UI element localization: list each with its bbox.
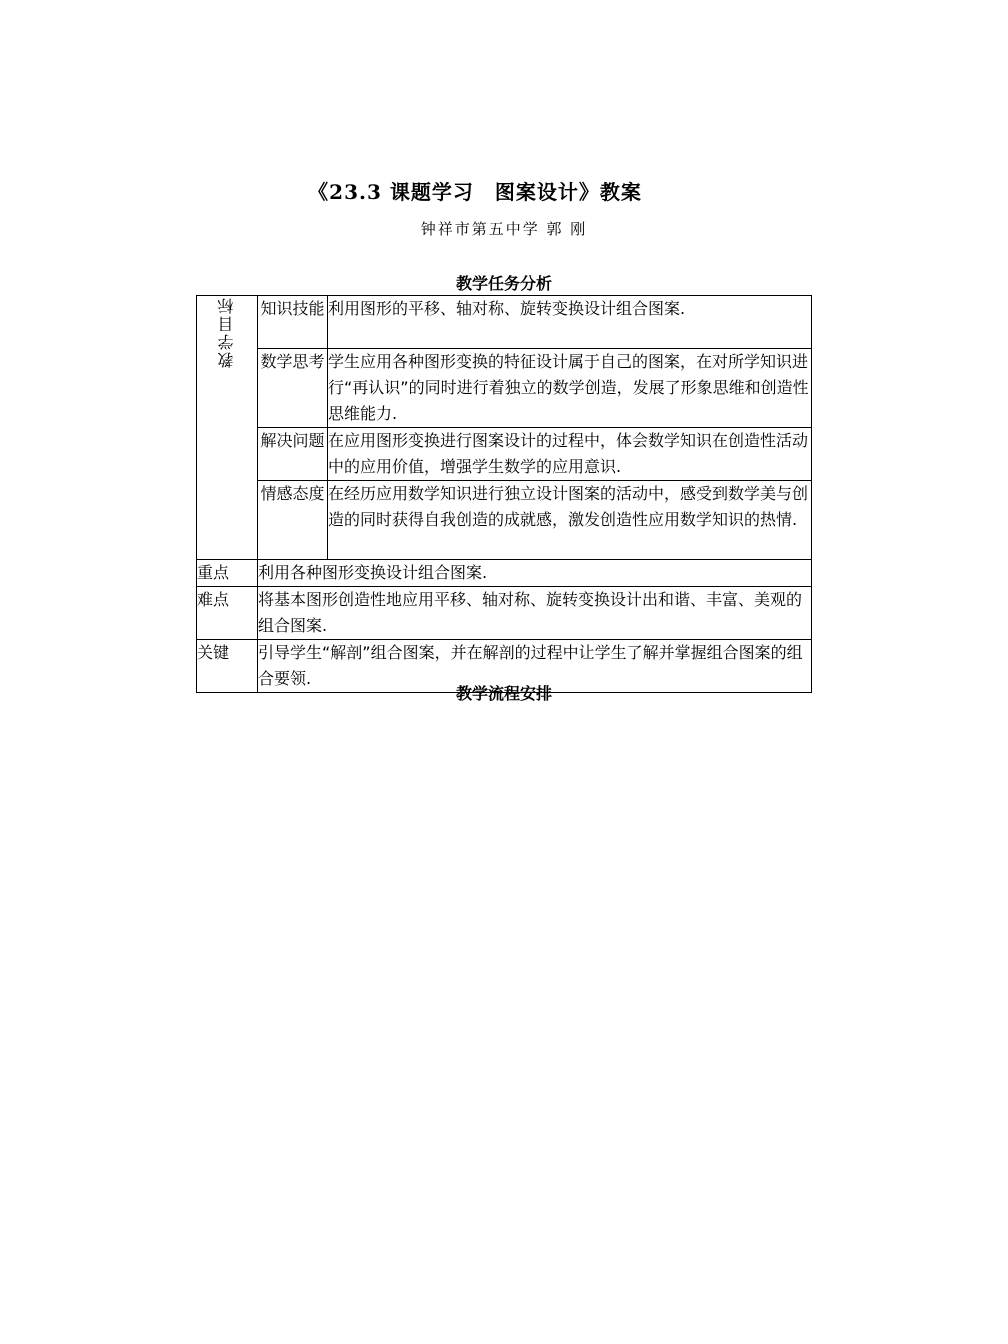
goal-row-attitude	[197, 481, 812, 560]
row-content-difficulty: 将基本图形创造性地应用平移、轴对称、旋转变换设计出和谐、丰富、美观的组合图案.	[258, 587, 812, 640]
document-author: 钟祥市第五中学 郭 刚	[420, 220, 588, 238]
goal-label-thinking: 数学思考	[258, 349, 328, 428]
goal-content-attitude: 在经历应用数学知识进行独立设计图案的活动中，感受到数学美与创造的同时获得自我创造的成就感，激发创造性应用数学知识的热情.	[328, 481, 812, 560]
goal-label-knowledge: 知识技能	[258, 296, 328, 349]
row-difficulty	[197, 587, 812, 640]
goal-row-problem-solving	[197, 428, 812, 481]
goal-content-knowledge: 利用图形的平移、轴对称、旋转变换设计组合图案.	[328, 296, 812, 349]
goal-content-problem-solving: 在应用图形变换进行图案设计的过程中，体会数学知识在创造性活动中的应用价值，增强学生数学的应用意识.	[328, 428, 812, 481]
row-label-key-point: 重点	[197, 560, 258, 587]
section-heading: 教学任务分析	[455, 274, 552, 293]
next-section-heading	[0, 684, 1008, 703]
document-title: 《23.3 课题学习 图案设计》教案	[308, 180, 642, 204]
goal-content-thinking: 学生应用各种图形变换的特征设计属于自己的图案，在对所学知识进行“再认识”的同时进行着独立的数学创造，发展了形象思维和创造性思维能力.	[328, 349, 812, 428]
teaching-goals-label-cell	[197, 296, 258, 560]
row-content-key: 引导学生“解剖”组合图案，并在解剖的过程中让学生了解并掌握组合图案的组合要领.	[258, 640, 812, 693]
goal-label-problem-solving: 解决问题	[258, 428, 328, 481]
teaching-goals-label: 教学目标	[217, 296, 236, 368]
row-label-key: 关键	[197, 640, 258, 693]
next-section-heading-text: 教学流程安排	[455, 684, 552, 703]
goal-row-thinking	[197, 349, 812, 428]
goal-label-attitude: 情感态度	[258, 481, 328, 560]
teaching-task-table	[196, 295, 812, 693]
goal-row-knowledge	[197, 296, 812, 349]
row-content-key-point: 利用各种图形变换设计组合图案.	[258, 560, 812, 587]
row-key-point	[197, 560, 812, 587]
row-label-difficulty: 难点	[197, 587, 258, 640]
